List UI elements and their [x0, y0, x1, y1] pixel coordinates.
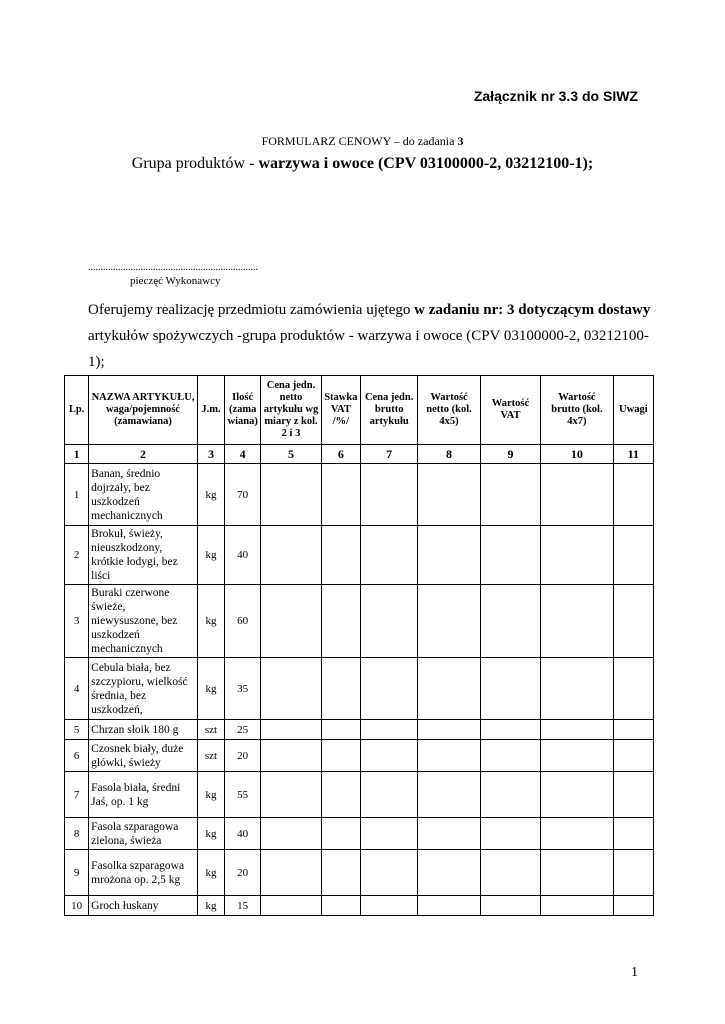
table-row: [65, 658, 654, 720]
row-quantity: 40: [225, 818, 261, 850]
row-product-name: Brokuł, świeży, nieuszkodzony, krótkie łodygi, bez liści: [89, 526, 198, 585]
row-net-value[interactable]: [418, 850, 480, 896]
row-vat-rate[interactable]: [321, 772, 360, 818]
row-unit: szt: [197, 740, 224, 772]
row-gross-value[interactable]: [541, 585, 613, 658]
row-notes[interactable]: [613, 658, 653, 720]
table-header-row: [65, 376, 654, 445]
col-header-gross-price: Cena jedn. brutto artykułu: [360, 376, 417, 445]
row-gross-price[interactable]: [360, 772, 417, 818]
row-net-value[interactable]: [418, 818, 480, 850]
col-header-unit: J.m.: [197, 376, 224, 445]
row-unit: kg: [197, 772, 224, 818]
row-net-price[interactable]: [261, 585, 321, 658]
row-quantity: 20: [225, 850, 261, 896]
col-header-net-price: Cena jedn. netto artykułu wg miary z kol. 2 i 3: [261, 376, 321, 445]
row-quantity: 55: [225, 772, 261, 818]
row-unit: kg: [197, 464, 224, 526]
column-number: 11: [613, 445, 653, 464]
row-unit: kg: [197, 818, 224, 850]
row-unit: kg: [197, 658, 224, 720]
row-lp: 2: [65, 526, 89, 585]
row-net-price[interactable]: [261, 850, 321, 896]
row-notes[interactable]: [613, 585, 653, 658]
row-gross-price[interactable]: [360, 526, 417, 585]
row-lp: 5: [65, 720, 89, 740]
column-number-row: [65, 445, 654, 464]
row-quantity: 35: [225, 658, 261, 720]
row-net-value[interactable]: [418, 585, 480, 658]
row-gross-price[interactable]: [360, 464, 417, 526]
row-gross-value[interactable]: [541, 464, 613, 526]
row-gross-price[interactable]: [360, 896, 417, 916]
row-quantity: 40: [225, 526, 261, 585]
row-lp: 9: [65, 850, 89, 896]
table-row: [65, 740, 654, 772]
offer-text-1: Oferujemy realizację przedmiotu zamówienia ujętego: [88, 302, 415, 318]
col-header-vat-rate: Stawka VAT /%/: [321, 376, 360, 445]
row-vat-rate[interactable]: [321, 896, 360, 916]
row-net-value[interactable]: [418, 658, 480, 720]
row-product-name: Banan, średnio dojrzały, bez uszkodzeń mechanicznych: [89, 464, 198, 526]
row-vat-value[interactable]: [480, 464, 540, 526]
row-net-price[interactable]: [261, 772, 321, 818]
row-vat-value[interactable]: [480, 772, 540, 818]
column-number: 9: [480, 445, 540, 464]
row-net-price[interactable]: [261, 818, 321, 850]
row-vat-value[interactable]: [480, 740, 540, 772]
col-header-name: NAZWA ARTYKUŁU, waga/pojemność (zamawiana): [89, 376, 198, 445]
row-notes[interactable]: [613, 772, 653, 818]
row-vat-value[interactable]: [480, 850, 540, 896]
row-quantity: 70: [225, 464, 261, 526]
row-product-name: Fasolka szparagowa mrożona op. 2,5 kg: [89, 850, 198, 896]
row-vat-value[interactable]: [480, 658, 540, 720]
col-header-lp: Lp.: [65, 376, 89, 445]
row-gross-value[interactable]: [541, 850, 613, 896]
row-net-price[interactable]: [261, 526, 321, 585]
column-number: 8: [418, 445, 480, 464]
row-gross-value[interactable]: [541, 720, 613, 740]
row-unit: kg: [197, 896, 224, 916]
form-title: [0, 134, 725, 149]
form-title-number: 3: [457, 134, 464, 148]
row-vat-rate[interactable]: [321, 720, 360, 740]
offer-text-bold: w zadaniu nr: 3 dotyczącym dostawy: [414, 302, 651, 318]
row-vat-rate[interactable]: [321, 818, 360, 850]
row-net-value[interactable]: [418, 772, 480, 818]
col-header-qty: Ilość (zama wiana): [225, 376, 261, 445]
row-vat-rate[interactable]: [321, 585, 360, 658]
offer-statement: [88, 297, 658, 375]
row-vat-rate[interactable]: [321, 850, 360, 896]
column-number: 2: [89, 445, 198, 464]
row-lp: 7: [65, 772, 89, 818]
row-product-name: Fasola szparagowa zielona, świeża: [89, 818, 198, 850]
row-net-price[interactable]: [261, 740, 321, 772]
table-row: [65, 526, 654, 585]
row-unit: szt: [197, 720, 224, 740]
row-gross-value[interactable]: [541, 896, 613, 916]
row-net-value[interactable]: [418, 896, 480, 916]
row-product-name: Fasola biała, średni Jaś, op. 1 kg: [89, 772, 198, 818]
row-net-price[interactable]: [261, 464, 321, 526]
row-lp: 6: [65, 740, 89, 772]
row-vat-rate[interactable]: [321, 526, 360, 585]
row-gross-value[interactable]: [541, 526, 613, 585]
col-header-vat-value: Wartość VAT: [480, 376, 540, 445]
col-header-notes: Uwagi: [613, 376, 653, 445]
row-unit: kg: [197, 850, 224, 896]
group-title-bold: warzywa i owoce (CPV 03100000-2, 03212100-1);: [258, 155, 594, 172]
row-net-price[interactable]: [261, 896, 321, 916]
stamp-label: pieczęć Wykonawcy: [130, 275, 221, 287]
row-net-price[interactable]: [261, 720, 321, 740]
row-notes[interactable]: [613, 464, 653, 526]
column-number: 1: [65, 445, 89, 464]
attachment-label: Załącznik nr 3.3 do SIWZ: [473, 88, 638, 104]
row-quantity: 20: [225, 740, 261, 772]
row-gross-price[interactable]: [360, 585, 417, 658]
row-unit: kg: [197, 585, 224, 658]
column-number: 6: [321, 445, 360, 464]
row-notes[interactable]: [613, 818, 653, 850]
row-product-name: Czosnek biały, duże główki, świeży: [89, 740, 198, 772]
row-net-value[interactable]: [418, 464, 480, 526]
table-row: [65, 585, 654, 658]
row-net-value[interactable]: [418, 740, 480, 772]
table-row: [65, 464, 654, 526]
col-header-gross-value: Wartość brutto (kol. 4x7): [541, 376, 613, 445]
row-quantity: 25: [225, 720, 261, 740]
col-header-net-value: Wartość netto (kol. 4x5): [418, 376, 480, 445]
row-lp: 8: [65, 818, 89, 850]
page-number: 1: [631, 965, 638, 980]
row-net-value[interactable]: [418, 526, 480, 585]
row-net-value[interactable]: [418, 720, 480, 740]
table-row: [65, 850, 654, 896]
stamp-signature-line: ....................................................................: [88, 262, 258, 273]
row-unit: kg: [197, 526, 224, 585]
row-vat-rate[interactable]: [321, 740, 360, 772]
row-vat-value[interactable]: [480, 585, 540, 658]
row-product-name: Groch łuskany: [89, 896, 198, 916]
row-quantity: 15: [225, 896, 261, 916]
row-notes[interactable]: [613, 850, 653, 896]
table-row: [65, 896, 654, 916]
table-row: [65, 720, 654, 740]
row-lp: 4: [65, 658, 89, 720]
column-number: 5: [261, 445, 321, 464]
price-table: [64, 375, 654, 916]
column-number: 7: [360, 445, 417, 464]
row-quantity: 60: [225, 585, 261, 658]
row-net-price[interactable]: [261, 658, 321, 720]
table-row: [65, 772, 654, 818]
group-title: [0, 155, 725, 173]
form-title-prefix: FORMULARZ CENOWY – do zadania: [261, 134, 458, 148]
row-product-name: Buraki czerwone świeże, niewysuszone, bez uszkodzeń mechanicznych: [89, 585, 198, 658]
column-number: 4: [225, 445, 261, 464]
offer-text-2: artykułów spożywczych -grupa produktów - warzywa i owoce (CPV 03100000-2, 03212100-1);: [88, 328, 649, 370]
row-notes[interactable]: [613, 740, 653, 772]
row-vat-value[interactable]: [480, 526, 540, 585]
row-vat-value[interactable]: [480, 720, 540, 740]
row-notes[interactable]: [613, 720, 653, 740]
row-gross-value[interactable]: [541, 772, 613, 818]
table-row: [65, 818, 654, 850]
row-vat-rate[interactable]: [321, 658, 360, 720]
row-gross-value[interactable]: [541, 658, 613, 720]
row-product-name: Cebula biała, bez szczypioru, wielkość średnia, bez uszkodzeń,: [89, 658, 198, 720]
row-gross-price[interactable]: [360, 818, 417, 850]
column-number: 3: [197, 445, 224, 464]
row-gross-price[interactable]: [360, 740, 417, 772]
row-vat-value[interactable]: [480, 818, 540, 850]
column-number: 10: [541, 445, 613, 464]
group-title-prefix: Grupa produktów -: [131, 155, 259, 172]
row-gross-price[interactable]: [360, 720, 417, 740]
row-lp: 1: [65, 464, 89, 526]
row-lp: 3: [65, 585, 89, 658]
row-lp: 10: [65, 896, 89, 916]
row-vat-rate[interactable]: [321, 464, 360, 526]
row-gross-value[interactable]: [541, 818, 613, 850]
row-gross-price[interactable]: [360, 850, 417, 896]
row-product-name: Chrzan słoik 180 g: [89, 720, 198, 740]
row-vat-value[interactable]: [480, 896, 540, 916]
row-notes[interactable]: [613, 526, 653, 585]
row-gross-price[interactable]: [360, 658, 417, 720]
row-gross-value[interactable]: [541, 740, 613, 772]
row-notes[interactable]: [613, 896, 653, 916]
